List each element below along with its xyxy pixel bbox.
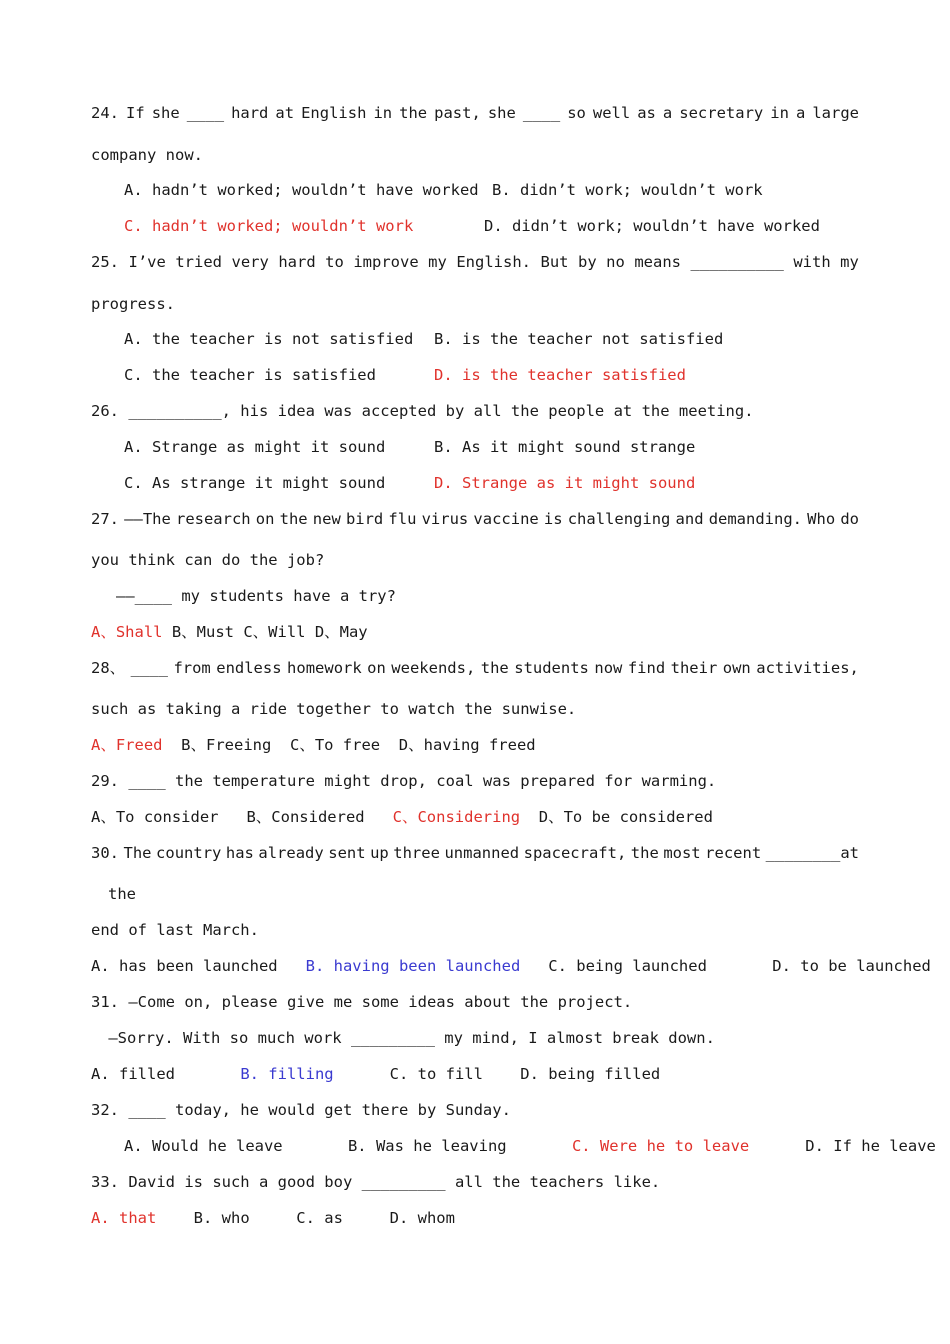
word: 28、 bbox=[91, 659, 126, 677]
word: improve bbox=[353, 253, 419, 271]
word: country bbox=[156, 844, 222, 862]
word: so bbox=[567, 104, 586, 122]
word: at bbox=[275, 104, 295, 122]
q28-options bbox=[91, 735, 536, 755]
word: demanding. bbox=[708, 510, 803, 528]
word: the bbox=[399, 104, 428, 122]
q27-stem-line1 bbox=[91, 509, 859, 529]
q30-options-cd: C. being launched D. to be launched bbox=[520, 957, 931, 975]
q28-stem-line2: such as taking a ride together to watch the sunwise. bbox=[91, 700, 577, 718]
word: research bbox=[175, 510, 251, 528]
q24-stem-line1 bbox=[91, 103, 859, 123]
word: The bbox=[123, 844, 152, 862]
word: as bbox=[637, 104, 656, 122]
q32-stem: 32. ____ today, he would get there by Sunday. bbox=[91, 1101, 511, 1119]
q24-option-b: B. didn’t work; wouldn’t work bbox=[492, 181, 763, 199]
q32-option-c-answer: C. Were he to leave bbox=[571, 1137, 750, 1155]
word: endless bbox=[216, 659, 282, 677]
word: well bbox=[592, 104, 631, 122]
word: virus bbox=[421, 510, 469, 528]
q33-options bbox=[91, 1208, 455, 1228]
q24-stem-line2: company now. bbox=[91, 146, 203, 164]
q27-option-a-answer: A、Shall bbox=[91, 623, 163, 641]
q27-stem-line2: you think can do the job? bbox=[91, 551, 325, 569]
blank: ____ bbox=[186, 104, 225, 122]
word: past, bbox=[434, 104, 481, 122]
q26-option-b: B. As it might sound strange bbox=[434, 438, 696, 456]
word: means bbox=[634, 253, 681, 271]
q29-options bbox=[91, 807, 713, 827]
word: a bbox=[662, 104, 673, 122]
word: 25. bbox=[91, 253, 119, 271]
word: challenging bbox=[567, 510, 671, 528]
word: new bbox=[312, 510, 341, 528]
q27-stem-line3: ——____ my students have a try? bbox=[116, 587, 396, 605]
word: ________at bbox=[765, 844, 859, 862]
word: to bbox=[325, 253, 344, 271]
word: 24. bbox=[91, 104, 119, 122]
word: activities, bbox=[756, 659, 859, 677]
word: from bbox=[173, 659, 211, 677]
q29-options-ab: A、To consider B、Considered bbox=[91, 808, 393, 826]
q30-option-a: A. has been launched bbox=[91, 957, 306, 975]
q24-option-a: A. hadn’t worked; wouldn’t have worked bbox=[124, 181, 479, 199]
word: very bbox=[231, 253, 269, 271]
word: flu bbox=[388, 510, 417, 528]
q25-option-a: A. the teacher is not satisfied bbox=[124, 330, 414, 348]
word: 30. bbox=[91, 844, 119, 862]
q25-option-b: B. is the teacher not satisfied bbox=[434, 330, 724, 348]
word: recent bbox=[705, 844, 762, 862]
word: the bbox=[630, 844, 659, 862]
word: three bbox=[393, 844, 440, 862]
word: large bbox=[812, 104, 859, 122]
word: up bbox=[370, 844, 389, 862]
q26-option-d-answer: D. Strange as it might sound bbox=[434, 474, 696, 492]
word: already bbox=[258, 844, 324, 862]
word: find bbox=[627, 659, 666, 677]
word: sent bbox=[328, 844, 366, 862]
word: by bbox=[577, 253, 597, 271]
q30-options bbox=[91, 956, 931, 976]
word: 27. bbox=[91, 510, 119, 528]
q30-option-b-answer: B. having been launched bbox=[305, 957, 521, 975]
word: tried bbox=[175, 253, 222, 271]
q31-options bbox=[91, 1064, 660, 1084]
word: she bbox=[487, 104, 516, 122]
q29-option-d: D、To be considered bbox=[520, 808, 713, 826]
word: on bbox=[255, 510, 275, 528]
q33-options-rest: B. who C. as D. whom bbox=[156, 1209, 455, 1227]
word: their bbox=[670, 659, 718, 677]
word: is bbox=[543, 510, 563, 528]
q29-stem: 29. ____ the temperature might drop, coal was prepared for warming. bbox=[91, 772, 717, 790]
word: the bbox=[480, 659, 509, 677]
word: in bbox=[373, 104, 393, 122]
word: unmanned bbox=[444, 844, 520, 862]
q26-option-a: A. Strange as might it sound bbox=[124, 438, 386, 456]
q26-stem: 26. __________, his idea was accepted by all the people at the meeting. bbox=[91, 402, 754, 420]
word: But bbox=[540, 253, 569, 271]
q31-option-a: A. filled bbox=[91, 1065, 241, 1083]
q25-stem-line1 bbox=[91, 252, 859, 272]
word: vaccine bbox=[473, 510, 539, 528]
word: my bbox=[840, 253, 859, 271]
word: students bbox=[514, 659, 589, 677]
word: she bbox=[151, 104, 180, 122]
q28-option-a-answer: A、Freed bbox=[91, 736, 163, 754]
q33-option-a-answer: A. that bbox=[91, 1209, 157, 1227]
q33-stem: 33. David is such a good boy _________ all the teachers like. bbox=[91, 1173, 661, 1191]
q30-stem-line1 bbox=[91, 843, 859, 863]
q32-options-ab: A. Would he leave B. Was he leaving bbox=[124, 1137, 572, 1155]
q32-option-d: D. If he leave bbox=[749, 1137, 936, 1155]
q32-options bbox=[124, 1136, 936, 1156]
blank: __________ bbox=[690, 253, 784, 271]
word: in bbox=[770, 104, 789, 122]
q27-options-rest: B、Must C、Will D、May bbox=[162, 623, 368, 641]
word: my bbox=[428, 253, 447, 271]
word: has bbox=[225, 844, 254, 862]
blank: ____ bbox=[522, 104, 561, 122]
word: If bbox=[126, 104, 145, 122]
word: bird bbox=[345, 510, 384, 528]
word: with bbox=[793, 253, 831, 271]
word: the bbox=[279, 510, 308, 528]
q25-stem-line2: progress. bbox=[91, 295, 175, 313]
q26-option-c: C. As strange it might sound bbox=[124, 474, 386, 492]
q30-stem-line2: the bbox=[108, 885, 136, 903]
word: homework bbox=[287, 659, 362, 677]
word: now bbox=[594, 659, 623, 677]
word: English bbox=[301, 104, 367, 122]
word: Who bbox=[807, 510, 836, 528]
word: weekends, bbox=[391, 659, 476, 677]
word: a bbox=[795, 104, 806, 122]
q31-options-cd: C. to fill D. being filled bbox=[333, 1065, 661, 1083]
q31-stem-line2: —Sorry. With so much work _________ my mind, I almost break down. bbox=[99, 1029, 715, 1047]
word: most bbox=[663, 844, 701, 862]
blank: ____ bbox=[130, 659, 168, 677]
word: English. bbox=[456, 253, 531, 271]
word: do bbox=[840, 510, 859, 528]
word: on bbox=[367, 659, 386, 677]
q24-option-c-answer: C. hadn’t worked; wouldn’t work bbox=[124, 217, 414, 235]
q25-option-c: C. the teacher is satisfied bbox=[124, 366, 376, 384]
q28-stem-line1 bbox=[91, 658, 859, 678]
word: hard bbox=[278, 253, 316, 271]
q31-option-b-answer: B. filling bbox=[240, 1065, 334, 1083]
word: hard bbox=[231, 104, 269, 122]
word: spacecraft, bbox=[523, 844, 627, 862]
q29-option-c-answer: C、Considering bbox=[392, 808, 521, 826]
q30-stem-line3: end of last March. bbox=[91, 921, 259, 939]
q27-options bbox=[91, 622, 368, 642]
word: secretary bbox=[679, 104, 764, 122]
word: own bbox=[722, 659, 751, 677]
word: I’ve bbox=[128, 253, 166, 271]
word: ——The bbox=[124, 510, 171, 528]
q28-options-rest: B、Freeing C、To free D、having freed bbox=[162, 736, 536, 754]
word: no bbox=[606, 253, 625, 271]
q24-option-d: D. didn’t work; wouldn’t have worked bbox=[484, 217, 820, 235]
q25-option-d-answer: D. is the teacher satisfied bbox=[434, 366, 686, 384]
word: and bbox=[675, 510, 704, 528]
q31-stem: 31. —Come on, please give me some ideas about the project. bbox=[91, 993, 633, 1011]
